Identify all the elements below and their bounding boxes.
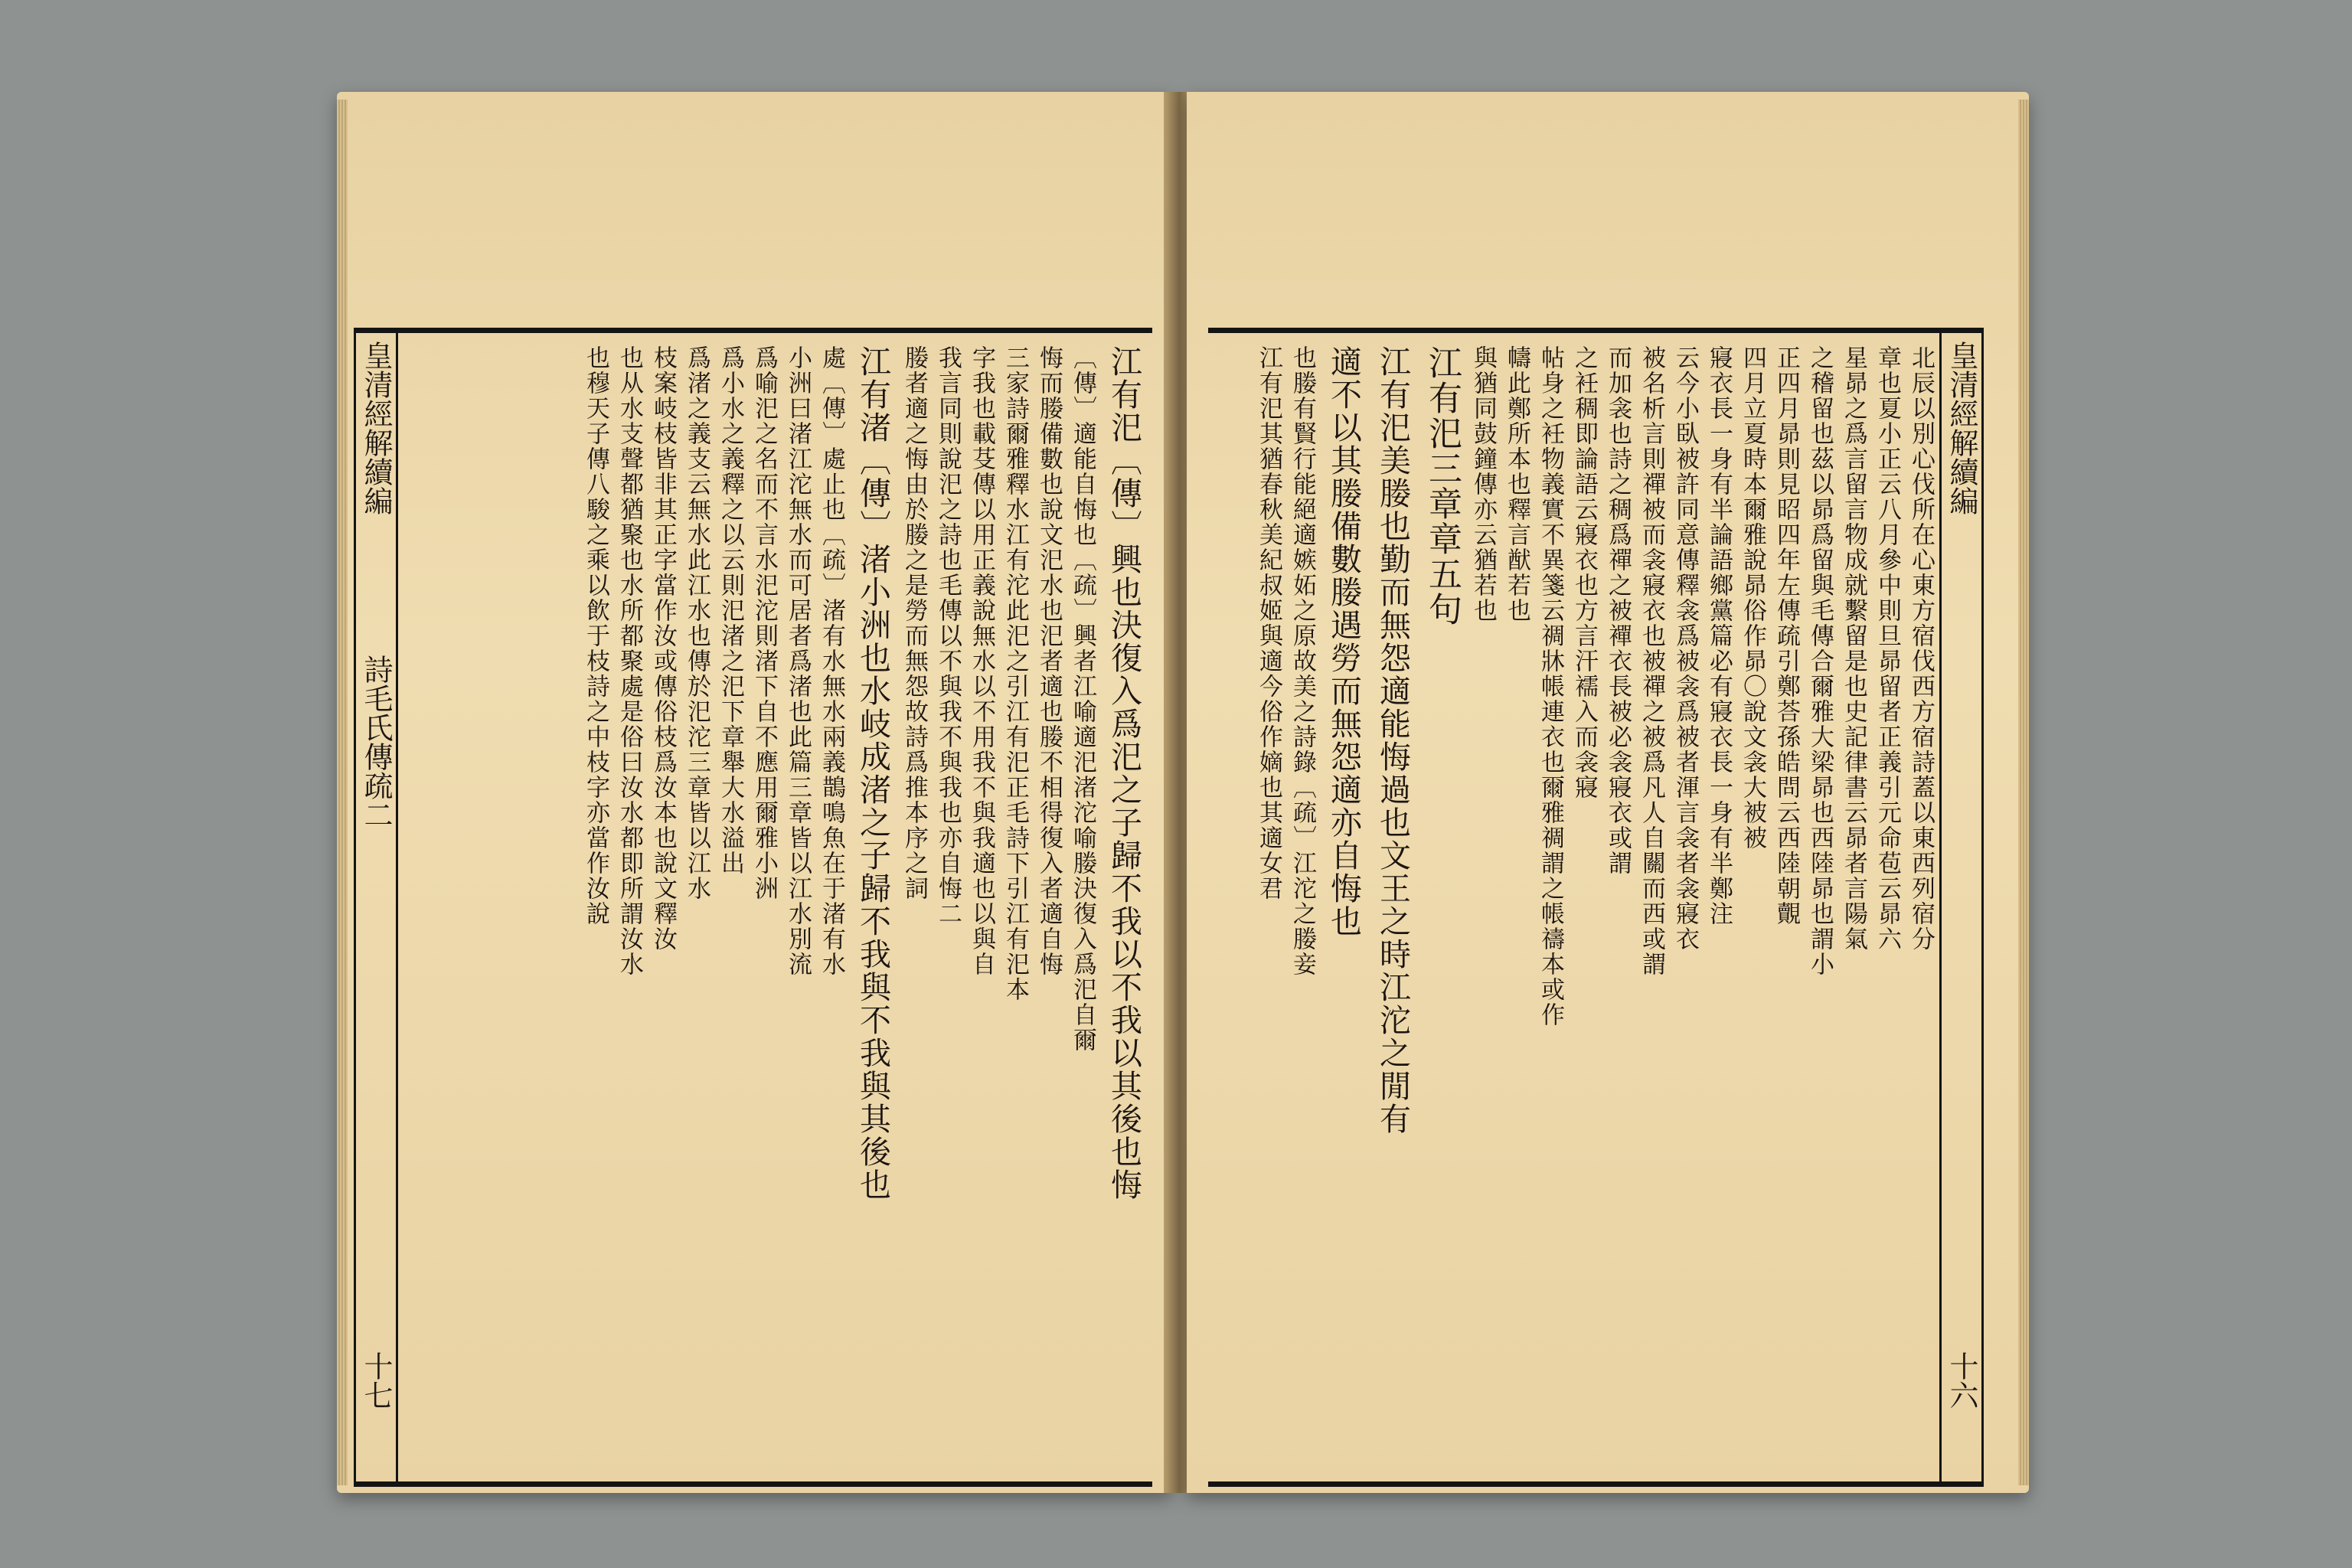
- text-column: 爲渚之義支云無水此江水也傳於汜沱三章皆以江水: [683, 345, 710, 901]
- text-column: 爲小水之義釋之以云則汜渚之汜下章舉大水溢出: [717, 345, 744, 876]
- text-column: 小洲曰渚江沱無水而可居者爲渚也此篇三章皆以江水別流: [784, 345, 812, 977]
- page-edge: [337, 100, 348, 1485]
- text-column: 我言同則說汜之詩也毛傳以不與我不與我也亦自悔二: [934, 345, 962, 926]
- margin-divider: [1939, 333, 1942, 1481]
- text-column: 與猶同鼓鐘傳亦云猶若也: [1469, 345, 1497, 623]
- text-column: 帖身之衽物義實不異箋云禂牀帳連衣也爾雅禂謂之帳禱本或作: [1537, 345, 1564, 1027]
- text-column: 星昴之爲言留言物成就繫留是也史記律書云昴者言陽氣: [1840, 345, 1867, 952]
- right-text-columns: [1214, 345, 1936, 1469]
- text-column: 悔而媵備數也說文汜水也汜者適也媵不相得復入者適自悔: [1035, 345, 1063, 977]
- text-column: 寢衣長一身有半論語鄉黨篇必有寢衣長一身有半鄭注: [1705, 345, 1733, 926]
- left-text-columns: [402, 345, 1146, 1469]
- text-column: 云今小臥被許同意傳釋衾爲被衾爲被者渾言衾者衾寢衣: [1671, 345, 1699, 952]
- text-column: 枝案岐枝皆非其正字當作汝或傳俗枝爲汝本也說文釋汝: [649, 345, 677, 952]
- margin-divider: [396, 333, 398, 1481]
- text-column: 之稽留也茲以昴爲留與毛傳合爾雅大梁昴也西陸昴也謂小: [1806, 345, 1834, 977]
- text-column: 媵者適之悔由於媵之是勞而無怨故詩爲推本序之詞: [900, 345, 928, 901]
- text-column: 江有汜其猶春秋美紀叔姬與適今俗作嫡也其適女君: [1255, 345, 1282, 901]
- text-column: 江有渚〔傳〕渚小洲也水岐成渚之子歸不我與不我與其後也: [854, 345, 891, 1201]
- text-column: 江有汜美媵也勤而無怨適能悔過也文王之時江沱之閒有: [1374, 345, 1411, 1135]
- left-margin-folio: 十七: [359, 1351, 393, 1410]
- text-column: 而加衾也詩之稠爲禪之被襌衣長被必衾寢衣或謂: [1604, 345, 1632, 876]
- right-page-frame: [1208, 328, 1984, 1487]
- text-column: 適不以其媵備數媵遇勞而無怨適亦自悔也: [1325, 345, 1362, 938]
- page-edge: [2018, 100, 2029, 1485]
- right-margin-title: 皇清經解續編: [1945, 341, 1978, 515]
- left-margin-section: 詩毛氏傳疏二: [359, 655, 393, 829]
- text-column: 也从水支聲都猶聚也水所都聚處是俗曰汝水都即所謂汝水: [616, 345, 643, 977]
- text-column: 章也夏小正云八月參中則旦昴留者正義引元命苞云昴六: [1873, 345, 1901, 952]
- text-column: 被名析言則禪被而衾寢衣也被禪之被爲凡人自關而西或謂: [1638, 345, 1665, 977]
- text-column: 也媵有賢行能絕適嫉妬之原故美之詩錄〔疏〕江沱之媵妾: [1289, 345, 1316, 977]
- text-column: 三家詩爾雅釋水江有沱此汜之引江有汜正毛詩下引江有汜本: [1001, 345, 1029, 1002]
- text-column: 北辰以別心伐所在心東方宿伐西方宿詩蓋以東西列宿分: [1907, 345, 1935, 952]
- text-column: 之衽稠即論語云寢衣也方言汗襦入而衾寢: [1570, 345, 1598, 800]
- open-book: [337, 92, 2029, 1493]
- left-page: [337, 92, 1171, 1493]
- left-margin-title: 皇清經解續編: [359, 341, 393, 515]
- text-column: 字我也載芟傳以用正義說無水以不用我不與我適也以與自: [968, 345, 995, 977]
- text-column: 正四月昴則見昭四年左傳疏引鄭荅孫皓問云西陸朝覿: [1772, 345, 1800, 926]
- left-page-frame: [354, 328, 1152, 1487]
- text-column: 處〔傳〕處止也〔疏〕渚有水無水兩義鵲鳴魚在于渚有水: [818, 345, 845, 977]
- text-column: 爲喻汜之名而不言水汜沱則渚下自不應用爾雅小洲: [750, 345, 778, 901]
- text-column: 也穆天子傳八駿之乘以飲于枝詩之中枝字亦當作汝說: [582, 345, 609, 926]
- text-column: 幬此鄭所本也釋言猷若也: [1503, 345, 1530, 623]
- text-column: 〔傳〕適能自悔也〔疏〕興者江喻適汜渚沱喻媵決復入爲汜自爾: [1069, 345, 1096, 1053]
- chapter-heading: 江有汜三章章五句: [1423, 345, 1462, 627]
- right-margin-folio: 十六: [1945, 1351, 1978, 1410]
- right-page: [1187, 92, 2029, 1493]
- text-column: 四月立夏時本爾雅說昴俗作昴〇說文衾大被被: [1739, 345, 1766, 851]
- text-column: 江有汜〔傳〕興也決復入爲汜之子歸不我以不我以其後也悔: [1106, 345, 1142, 1201]
